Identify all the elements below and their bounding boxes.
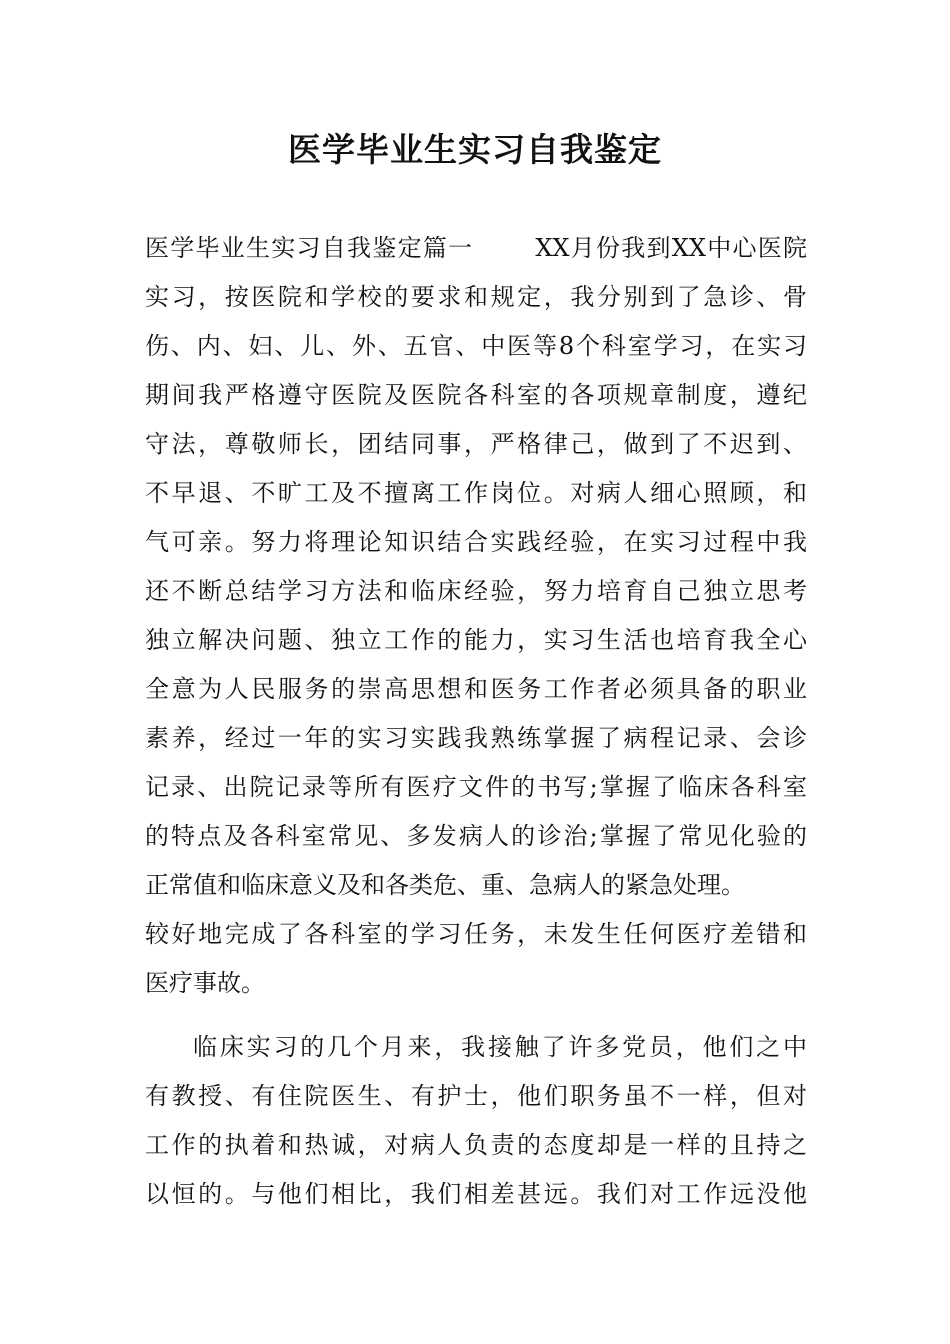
document-title: 医学毕业生实习自我鉴定 <box>288 130 662 169</box>
paragraph-line: 的特点及各科室常见、多发病人的诊治;掌握了常见化验的 <box>145 822 807 850</box>
section-heading: 医学毕业生实习自我鉴定篇一 <box>145 234 474 262</box>
paragraph-line: 守法，尊敬师长，团结同事，严格律己，做到了不迟到、 <box>145 430 807 458</box>
paragraph-line: 正常值和临床意义及和各类危、重、急病人的紧急处理。 <box>145 871 745 899</box>
paragraph-line: 以恒的。与他们相比，我们相差甚远。我们对工作远没他 <box>145 1180 807 1208</box>
paragraph-line: 工作的执着和热诚，对病人负责的态度却是一样的且持之 <box>145 1131 807 1159</box>
paragraph-line-text: XX月份我到XX中心医院 <box>535 234 808 262</box>
paragraph-line: 医疗事故。 <box>145 969 265 997</box>
paragraph-line: 气可亲。努力将理论知识结合实践经验，在实习过程中我 <box>145 528 807 556</box>
paragraph-line: 素养，经过一年的实习实践我熟练掌握了病程记录、会诊 <box>145 724 807 752</box>
paragraph-line: 不早退、不旷工及不擅离工作岗位。对病人细心照顾，和 <box>145 479 807 507</box>
paragraph-line: 还不断总结学习方法和临床经验，努力培育自己独立思考 <box>145 577 807 605</box>
paragraph-line: 期间我严格遵守医院及医院各科室的各项规章制度，遵纪 <box>145 381 807 409</box>
paragraph-line: 全意为人民服务的崇高思想和医务工作者必须具备的职业 <box>145 675 807 703</box>
paragraph-line: 伤、内、妇、儿、外、五官、中医等8个科室学习，在实习 <box>145 332 807 360</box>
paragraph-line: 实习，按医院和学校的要求和规定，我分别到了急诊、骨 <box>145 283 807 311</box>
paragraph-line: 记录、出院记录等所有医疗文件的书写;掌握了临床各科室 <box>145 773 807 801</box>
paragraph-line: 有教授、有住院医生、有护士，他们职务虽不一样，但对 <box>145 1082 807 1110</box>
paragraph-line: 独立解决问题、独立工作的能力，实习生活也培育我全心 <box>145 626 807 654</box>
paragraph-line: 较好地完成了各科室的学习任务，未发生任何医疗差错和 <box>145 920 807 948</box>
paragraph-line <box>145 228 807 268</box>
paragraph-line: 临床实习的几个月来，我接触了许多党员，他们之中 <box>193 1033 807 1061</box>
